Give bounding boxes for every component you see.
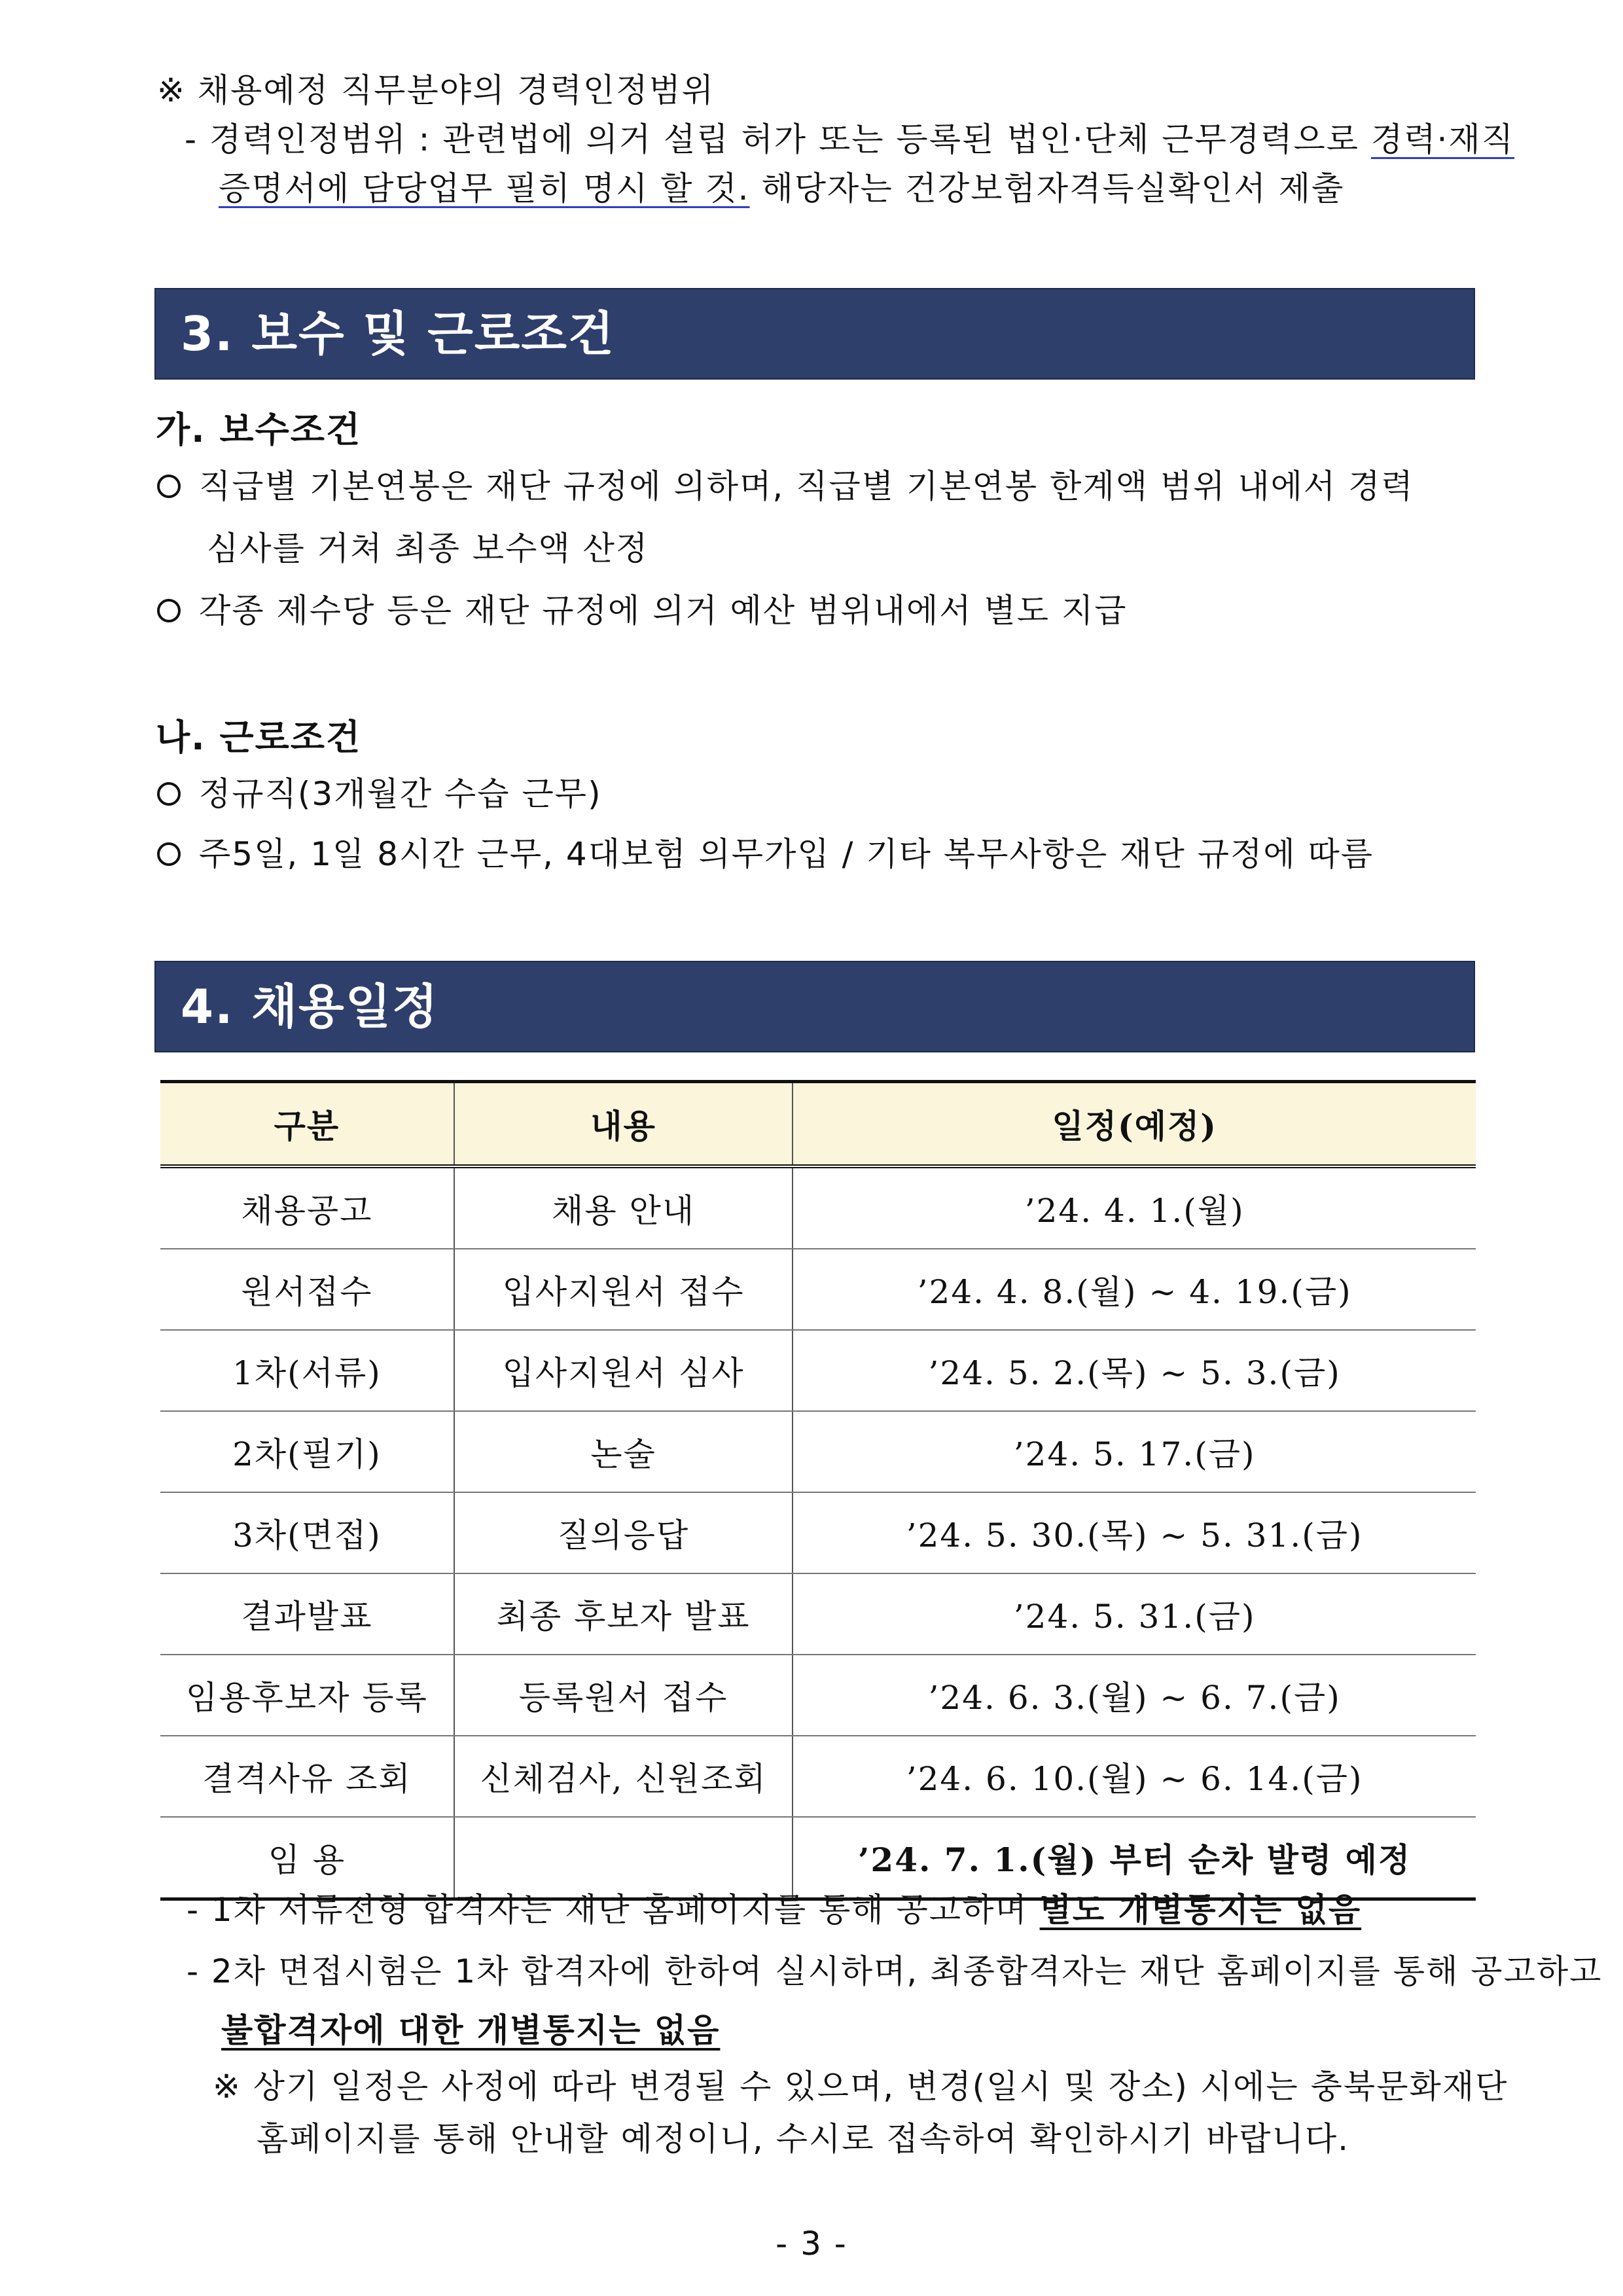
row-schedule: ’24. 5. 17.(금)	[793, 1411, 1476, 1492]
table-row	[160, 1817, 1476, 1899]
note-1-underline: 별도 개별통지는 없음	[1039, 1891, 1362, 1929]
row-content: 입사지원서 심사	[454, 1330, 793, 1411]
circle-bullet-icon	[157, 782, 181, 806]
row-content: 등록원서 접수	[454, 1655, 793, 1736]
row-content: 신체검사, 신원조회	[454, 1736, 793, 1817]
row-schedule: ’24. 5. 31.(금)	[793, 1573, 1476, 1655]
section3-banner: 3. 보수 및 근로조건	[154, 288, 1475, 380]
pay-bullet-2	[157, 591, 1128, 630]
note-3: ※ 상기 일정은 사정에 따라 변경될 수 있으며, 변경(일시 및 장소) 시에는 충북문화재단	[213, 2068, 1508, 2106]
row-schedule: ’24. 5. 30.(목) ~ 5. 31.(금)	[793, 1492, 1476, 1573]
row-category: 1차(서류)	[160, 1330, 454, 1411]
pay-bullet-2-text: 각종 제수당 등은 재단 규정에 의거 예산 범위내에서 별도 지급	[199, 592, 1128, 630]
work-bullet-1	[157, 774, 602, 814]
row-category: 임용후보자 등록	[160, 1655, 454, 1736]
row-content	[454, 1817, 793, 1899]
table-row	[160, 1655, 1476, 1736]
row-schedule: ’24. 6. 10.(월) ~ 6. 14.(금)	[793, 1736, 1476, 1817]
row-schedule: ’24. 7. 1.(월) 부터 순차 발령 예정	[793, 1817, 1476, 1899]
career-scope-line2	[219, 169, 1344, 208]
circle-bullet-icon	[157, 842, 181, 866]
pay-bullet-1-cont: 심사를 거쳐 최종 보수액 산정	[207, 529, 649, 567]
work-bullet-2-text: 주5일, 1일 8시간 근무, 4대보험 의무가입 / 기타 복무사항은 재단 규정에 따름	[199, 835, 1374, 873]
row-content: 최종 후보자 발표	[454, 1573, 793, 1655]
row-category: 결격사유 조회	[160, 1736, 454, 1817]
work-conditions-heading: 나. 근로조건	[156, 717, 362, 758]
note-2: - 2차 면접시험은 1차 합격자에 한하여 실시하며, 최종합격자는 재단 홈페이지를 통해 공고하고	[187, 1952, 1603, 1990]
circle-bullet-icon	[157, 599, 181, 622]
row-content: 채용 안내	[454, 1166, 793, 1249]
page-number: - 3 -	[776, 2225, 847, 2263]
row-content: 논술	[454, 1411, 793, 1492]
table-row	[160, 1573, 1476, 1655]
row-category: 2차(필기)	[160, 1411, 454, 1492]
table-header-row	[160, 1082, 1476, 1167]
table-row	[160, 1492, 1476, 1573]
pay-bullet-1	[157, 467, 1414, 506]
note-2-underline: 불합격자에 대한 개별통지는 없음	[221, 2011, 721, 2049]
work-bullet-1-text: 정규직(3개월간 수습 근무)	[199, 775, 602, 813]
row-schedule: ’24. 6. 3.(월) ~ 6. 7.(금)	[793, 1655, 1476, 1736]
career-scope-line1-text: - 경력인정범위 : 관련법에 의거 설립 허가 또는 등록된 법인·단체 근무경력으로	[185, 120, 1371, 158]
row-category: 채용공고	[160, 1166, 454, 1249]
career-scope-line1	[185, 120, 1514, 159]
table-row	[160, 1736, 1476, 1817]
table-row	[160, 1411, 1476, 1492]
section4-banner: 4. 채용일정	[154, 961, 1475, 1052]
row-content: 질의응답	[454, 1492, 793, 1573]
header-schedule: 일정(예정)	[793, 1082, 1476, 1167]
note-3-cont: 홈페이지를 통해 안내할 예정이니, 수시로 접속하여 확인하시기 바랍니다.	[257, 2120, 1350, 2158]
pay-bullet-1-text: 직급별 기본연봉은 재단 규정에 의하며, 직급별 기본연봉 한계액 범위 내에서 경력	[199, 467, 1414, 505]
header-category: 구분	[160, 1082, 454, 1167]
table-row	[160, 1249, 1476, 1330]
circle-bullet-icon	[157, 475, 181, 498]
row-category: 결과발표	[160, 1573, 454, 1655]
row-category: 임 용	[160, 1817, 454, 1899]
header-content: 내용	[454, 1082, 793, 1167]
work-bullet-2	[157, 834, 1374, 874]
row-category: 3차(면접)	[160, 1492, 454, 1573]
career-scope-title: ※ 채용예정 직무분야의 경력인정범위	[157, 71, 715, 109]
schedule-table	[160, 1080, 1476, 1901]
career-scope-underline2: 증명서에 담당업무 필히 명시 할 것.	[219, 170, 750, 207]
note-1	[187, 1890, 1361, 1929]
row-schedule: ’24. 5. 2.(목) ~ 5. 3.(금)	[793, 1330, 1476, 1411]
note-1-text: - 1차 서류전형 합격자는 재단 홈페이지를 통해 공고하며	[187, 1891, 1040, 1929]
table-row	[160, 1330, 1476, 1411]
pay-conditions-heading: 가. 보수조건	[156, 409, 362, 450]
row-content: 입사지원서 접수	[454, 1249, 793, 1330]
table-row	[160, 1166, 1476, 1249]
career-scope-underline1: 경력·재직	[1370, 120, 1515, 158]
row-schedule: ’24. 4. 8.(월) ~ 4. 19.(금)	[793, 1249, 1476, 1330]
row-category: 원서접수	[160, 1249, 454, 1330]
career-scope-line2-text: 해당자는 건강보험자격득실확인서 제출	[749, 170, 1345, 207]
note-2-cont	[221, 2011, 720, 2050]
row-schedule: ’24. 4. 1.(월)	[793, 1166, 1476, 1249]
